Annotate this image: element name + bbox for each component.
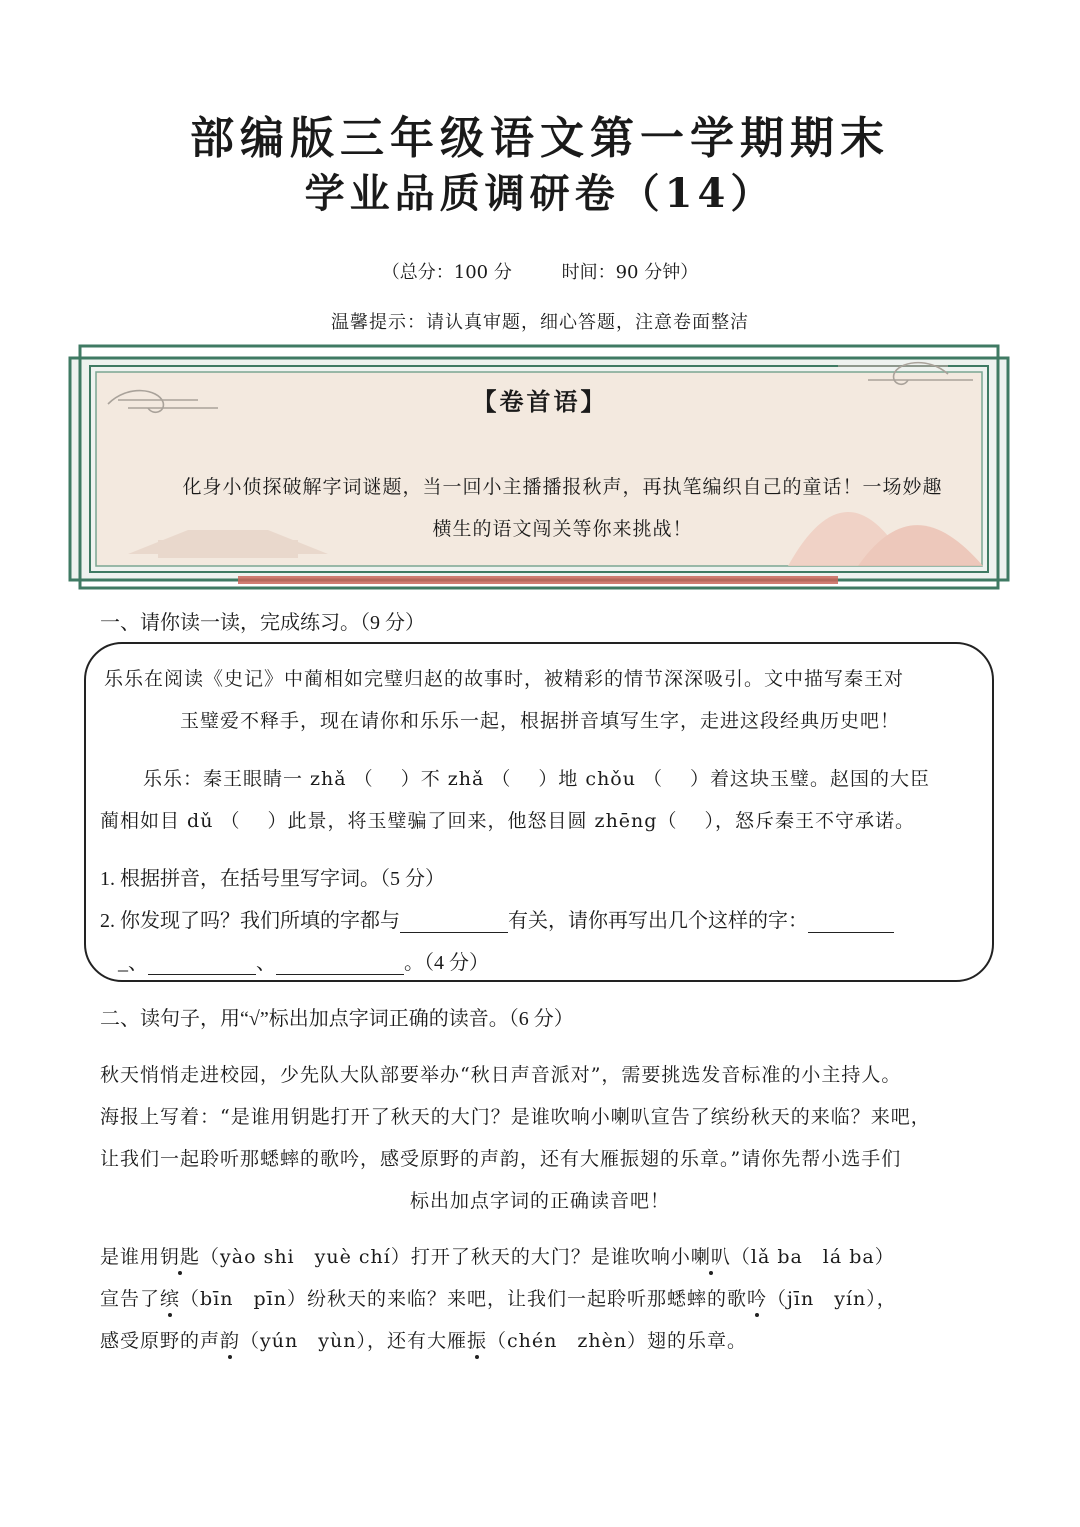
- question2-part-b: 有关，请你再写出几个这样的字：: [508, 910, 808, 932]
- dotted-word: 韵: [220, 1326, 240, 1353]
- text-segment: 是谁用: [100, 1246, 161, 1268]
- answer-blank[interactable]: [808, 912, 894, 933]
- pinyin-options[interactable]: （bīn pīn）纷秋天的来临？来吧，让我们一起聆听那蟋蟀的歌: [180, 1288, 747, 1310]
- pinyin-options[interactable]: （yún yùn），还有大雁: [240, 1330, 467, 1352]
- blank-separator: _、: [118, 952, 148, 974]
- answer-blank[interactable]: [400, 912, 508, 933]
- section1-question2: [100, 904, 894, 933]
- answer-blank[interactable]: [276, 954, 404, 975]
- exam-title-line2: 学业品质调研卷（14）: [304, 170, 776, 217]
- section1-question2-cont: [118, 946, 489, 975]
- text-segment: 宣告了: [100, 1288, 161, 1310]
- dotted-word: 钥匙: [160, 1242, 200, 1269]
- section2-para-line2: 海报上写着：“是谁用钥匙打开了秋天的大门？是谁吹响小喇叭宣告了缤纷秋天的来临？来吧，: [100, 1106, 931, 1128]
- section2-para-line1: 秋天悄悄走进校园，少先队大队部要举办“秋日声音派对”，需要挑选发音标准的小主持人。: [100, 1064, 902, 1086]
- preface-heading: 【卷首语】: [472, 387, 608, 416]
- preface-text: [140, 466, 985, 550]
- dotted-word: 吟: [747, 1284, 767, 1311]
- pinyin-options[interactable]: （jīn yín），: [767, 1288, 897, 1310]
- dotted-word: 缤: [160, 1284, 180, 1311]
- preface-text-line2: 横生的语文闯关等你来挑战！: [432, 518, 693, 540]
- answer-blank[interactable]: [148, 954, 256, 975]
- section2-question-line1: [100, 1242, 895, 1269]
- pinyin-options[interactable]: （lǎ ba lá ba）: [730, 1246, 895, 1268]
- section2-question-line2: [100, 1284, 897, 1311]
- question2-part-a: 2. 你发现了吗？我们所填的字都与: [100, 910, 400, 932]
- section2-para-line3: 让我们一起聆听那蟋蟀的歌吟，感受原野的声韵，还有大雁振翅的乐章。”请你先帮小选手们: [100, 1148, 902, 1170]
- section1-question1: 1. 根据拼音，在括号里写字词。（5 分）: [100, 868, 445, 890]
- section1-heading: 一、请你读一读，完成练习。（9 分）: [100, 612, 425, 634]
- section2-para-line4: 标出加点字词的正确读音吧！: [409, 1190, 670, 1212]
- dotted-word: 喇叭: [691, 1242, 731, 1269]
- blank-separator: 、: [256, 952, 276, 974]
- section1-intro-line2: 玉璧爱不释手，现在请你和乐乐一起，根据拼音填写生字，走进这段经典历史吧！: [179, 710, 900, 732]
- text-segment: 感受原野的声: [100, 1330, 221, 1352]
- section1-passage-line1: 乐乐：秦王眼睛一 zhǎ （ ）不 zhǎ （ ）地 chǒu （ ）着这块玉璧。赵国的大臣: [143, 768, 931, 790]
- pinyin-options[interactable]: （chén zhèn）翅的乐章。: [486, 1330, 748, 1352]
- section2-heading: 二、读句子，用“√”标出加点字词正确的读音。（6 分）: [100, 1008, 574, 1030]
- total-score: （总分：100 分: [381, 262, 512, 283]
- exam-time: 时间：90 分钟）: [561, 262, 699, 283]
- section2-question-line3: [100, 1326, 747, 1353]
- exam-tip: 温馨提示：请认真审题，细心答题，注意卷面整洁: [331, 312, 749, 333]
- pinyin-options[interactable]: （yào shi yuè chí）打开了秋天的大门？是谁吹响小: [200, 1246, 691, 1268]
- dotted-word: 振: [467, 1326, 487, 1353]
- question2-score: 。（4 分）: [404, 952, 489, 974]
- section1-intro-line1: 乐乐在阅读《史记》中蔺相如完璧归赵的故事时，被精彩的情节深深吸引。文中描写秦王对: [104, 668, 905, 690]
- preface-text-line1: 化身小侦探破解字词谜题，当一回小主播播报秋声，再执笔编织自己的童话！一场妙趣: [182, 476, 943, 498]
- exam-title-line1: 部编版三年级语文第一学期期末: [190, 113, 890, 164]
- exam-meta: [0, 258, 1080, 284]
- section1-passage-line2: 蔺相如目 dǔ （ ）此景，将玉璧骗了回来，他怒目圆 zhēng（ ），怒斥秦王不守承诺。: [100, 810, 915, 832]
